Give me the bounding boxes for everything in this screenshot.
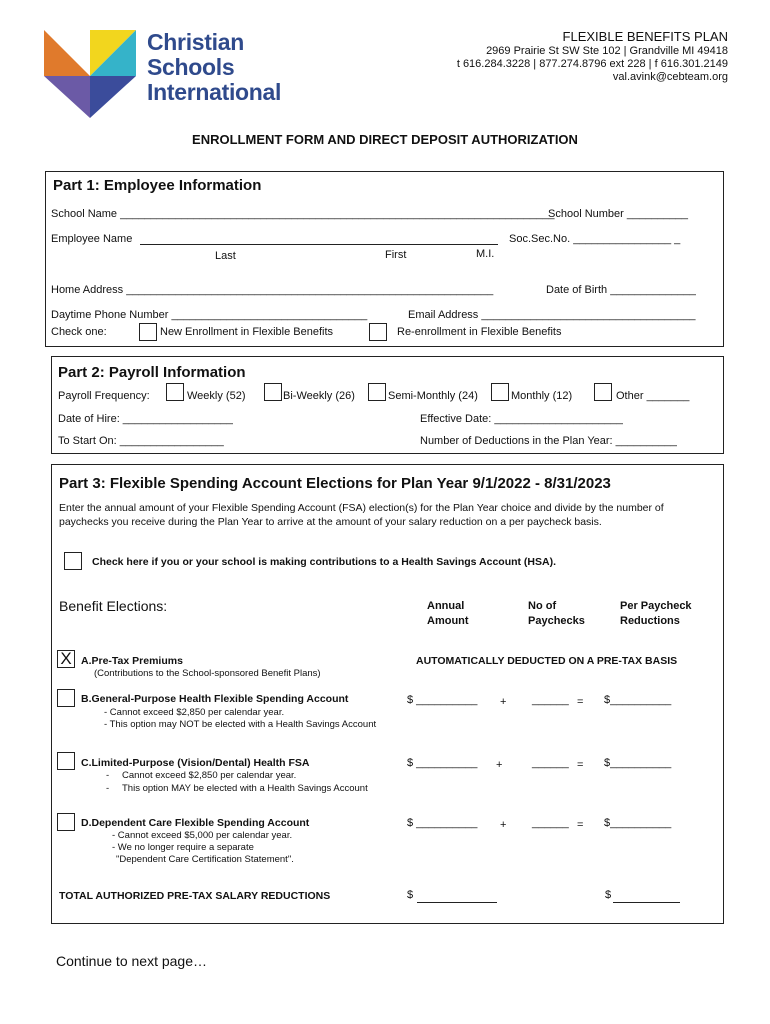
monthly-checkbox[interactable] — [491, 383, 509, 401]
limited-fsa-dash2: - — [106, 783, 110, 794]
daytime-phone-field[interactable]: Daytime Phone Number ________________________________ — [51, 309, 368, 321]
middle-initial-caption: M.I. — [476, 248, 495, 260]
auto-deducted-note: AUTOMATICALLY DEDUCTED ON A PRE-TAX BASIS — [416, 655, 678, 667]
school-number-field[interactable]: School Number __________ — [548, 208, 689, 220]
logo-purple-shape — [44, 76, 90, 118]
dependent-care-plus: + — [500, 819, 507, 831]
logo-orange-shape — [44, 30, 90, 76]
general-fsa-annual-field[interactable]: $ __________ — [407, 694, 478, 706]
other-field[interactable]: Other _______ — [616, 390, 690, 402]
weekly-label: Weekly (52) — [187, 390, 246, 402]
dependent-care-equals: = — [577, 819, 584, 831]
plan-title: FLEXIBLE BENEFITS PLAN — [562, 29, 728, 44]
form-title: ENROLLMENT FORM AND DIRECT DEPOSIT AUTHORIZATION — [192, 132, 578, 147]
ssn-field[interactable]: Soc.Sec.No. ________________ _ — [509, 233, 681, 245]
payroll-frequency-label: Payroll Frequency: — [58, 390, 150, 402]
org-address: 2969 Prairie St SW Ste 102 | Grandville MI 49418 — [486, 45, 728, 57]
pretax-premiums-title: A.Pre-Tax Premiums — [81, 655, 183, 667]
logo-line-1: Christian — [147, 29, 244, 55]
new-enrollment-checkbox[interactable] — [139, 323, 157, 341]
re-enrollment-checkbox[interactable] — [369, 323, 387, 341]
total-reductions-label: TOTAL AUTHORIZED PRE-TAX SALARY REDUCTIONS — [59, 890, 331, 902]
general-fsa-equals: = — [577, 696, 584, 708]
new-enrollment-label: New Enrollment in Flexible Benefits — [160, 326, 334, 338]
date-of-birth-field[interactable]: Date of Birth ______________ — [546, 284, 696, 296]
logo-text — [147, 30, 281, 105]
effective-date-field[interactable]: Effective Date: _____________________ — [420, 413, 623, 425]
logo-line-3: International — [147, 79, 282, 105]
other-checkbox[interactable] — [594, 383, 612, 401]
re-enrollment-label: Re-enrollment in Flexible Benefits — [397, 326, 562, 338]
home-address-field[interactable]: Home Address ____________________________________________________________ — [51, 284, 494, 296]
semimonthly-label: Semi-Monthly (24) — [388, 390, 478, 402]
org-phones: t 616.284.3228 | 877.274.8796 ext 228 | f 616.301.2149 — [456, 58, 728, 70]
general-fsa-plus: + — [500, 696, 507, 708]
general-fsa-note1: - Cannot exceed $2,850 per calendar year. — [104, 707, 285, 718]
part1-title: Part 1: Employee Information — [53, 177, 262, 194]
general-fsa-checkbox[interactable] — [57, 689, 75, 707]
dependent-care-per-paycheck-field[interactable]: $__________ — [604, 817, 672, 829]
limited-fsa-dash1: - — [106, 770, 110, 781]
last-name-caption: Last — [215, 250, 236, 262]
col-paychecks-line1: No of — [528, 600, 557, 612]
logo-line-2: Schools — [147, 54, 235, 80]
benefit-elections-heading: Benefit Elections: — [59, 598, 168, 614]
general-fsa-paychecks-field[interactable]: ______ — [532, 694, 569, 706]
limited-fsa-annual-field[interactable]: $ __________ — [407, 757, 478, 769]
dependent-care-note2: - We no longer require a separate — [112, 842, 254, 853]
general-fsa-per-paycheck-field[interactable]: $__________ — [604, 694, 672, 706]
total-annual-dollar: $ — [407, 889, 414, 901]
weekly-checkbox[interactable] — [166, 383, 184, 401]
continue-note: Continue to next page… — [56, 953, 207, 969]
total-per-paycheck-field[interactable] — [613, 902, 680, 903]
part3-intro-line2: paychecks you receive during the Plan Year to arrive at the amount of your salary reduction on a per paycheck basis. — [59, 516, 602, 528]
dependent-care-annual-field[interactable]: $ __________ — [407, 817, 478, 829]
total-per-paycheck-dollar: $ — [605, 889, 612, 901]
dependent-care-note3: "Dependent Care Certification Statement". — [116, 854, 294, 865]
email-address-field[interactable]: Email Address ___________________________________ — [408, 309, 696, 321]
hsa-check-label: Check here if you or your school is making contributions to a Health Savings Account (HSA). — [92, 556, 557, 568]
org-email: val.avink@cebteam.org — [612, 71, 728, 83]
limited-fsa-title: C.Limited-Purpose (Vision/Dental) Health FSA — [81, 757, 310, 769]
monthly-label: Monthly (12) — [511, 390, 573, 402]
checked-x-icon: X — [60, 649, 72, 668]
limited-fsa-note1: Cannot exceed $2,850 per calendar year. — [122, 770, 297, 781]
col-annual-line2: Amount — [427, 615, 469, 627]
logo-navy-shape — [90, 76, 136, 118]
col-per-paycheck-line1: Per Paycheck — [620, 600, 692, 612]
check-one-label: Check one: — [51, 326, 107, 338]
part3-intro-line1: Enter the annual amount of your Flexible Spending Account (FSA) election(s) for the Plan Year choice and divide by the number of — [59, 502, 664, 514]
semimonthly-checkbox[interactable] — [368, 383, 386, 401]
employee-name-field[interactable] — [140, 244, 498, 245]
part2-title: Part 2: Payroll Information — [58, 364, 246, 381]
csi-logo-mark — [44, 30, 136, 120]
pretax-premiums-sub: (Contributions to the School-sponsored Benefit Plans) — [94, 668, 321, 679]
col-paychecks-line2: Paychecks — [528, 615, 585, 627]
general-fsa-note2: - This option may NOT be elected with a Health Savings Account — [104, 719, 377, 730]
limited-fsa-checkbox[interactable] — [57, 752, 75, 770]
date-of-hire-field[interactable]: Date of Hire: __________________ — [58, 413, 233, 425]
pretax-premiums-checkbox[interactable] — [57, 650, 75, 668]
dependent-care-checkbox[interactable] — [57, 813, 75, 831]
part3-title: Part 3: Flexible Spending Account Elections for Plan Year 9/1/2022 - 8/31/2023 — [59, 475, 611, 492]
general-fsa-title: B.General-Purpose Health Flexible Spending Account — [81, 693, 349, 705]
limited-fsa-equals: = — [577, 759, 584, 771]
num-deductions-field[interactable]: Number of Deductions in the Plan Year: __________ — [420, 435, 677, 447]
limited-fsa-note2: This option MAY be elected with a Health Savings Account — [122, 783, 368, 794]
total-annual-field[interactable] — [417, 902, 497, 903]
limited-fsa-paychecks-field[interactable]: ______ — [532, 757, 569, 769]
employee-name-label: Employee Name — [51, 233, 133, 245]
school-name-field[interactable]: School Name _______________________________________________________________________ — [51, 208, 555, 220]
limited-fsa-plus: + — [496, 759, 503, 771]
limited-fsa-per-paycheck-field[interactable]: $__________ — [604, 757, 672, 769]
biweekly-label: Bi-Weekly (26) — [283, 390, 355, 402]
to-start-on-field[interactable]: To Start On: _________________ — [58, 435, 224, 447]
hsa-checkbox[interactable] — [64, 552, 82, 570]
dependent-care-title: D.Dependent Care Flexible Spending Account — [81, 817, 310, 829]
col-per-paycheck-line2: Reductions — [620, 615, 680, 627]
col-annual-line1: Annual — [427, 600, 465, 612]
dependent-care-paychecks-field[interactable]: ______ — [532, 817, 569, 829]
dependent-care-note1: - Cannot exceed $5,000 per calendar year. — [112, 830, 293, 841]
biweekly-checkbox[interactable] — [264, 383, 282, 401]
first-name-caption: First — [385, 249, 407, 261]
